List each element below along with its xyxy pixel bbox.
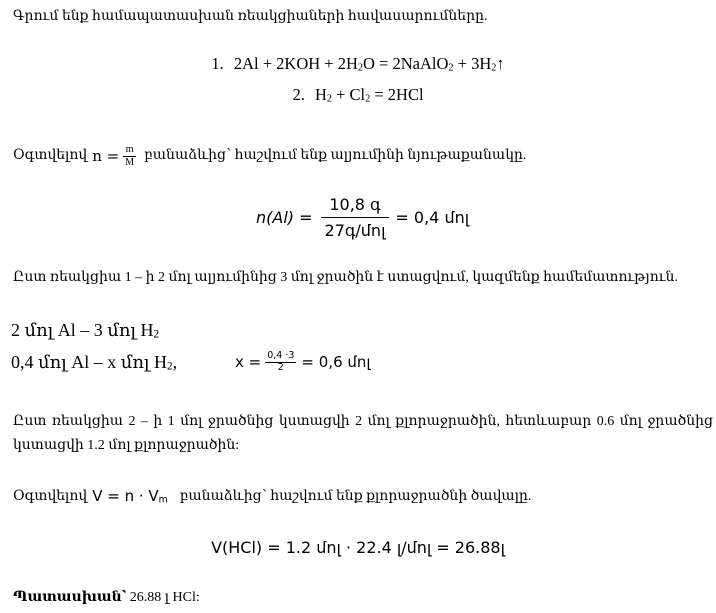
equation-1-naalo2-subscript: 2 (448, 62, 454, 74)
answer-label: Պատասխան՝ (13, 590, 127, 605)
proportion-row-2 (11, 353, 177, 373)
equation-2-plus-cl: + Cl (331, 85, 366, 104)
using-prefix-2: Օգտվելով (13, 489, 88, 504)
proportion-row-1 (11, 321, 159, 341)
using-suffix-2: բանաձևից՝ հաշվում ենք քլորաջրածնի ծավալը. (179, 489, 532, 504)
calc-volume-hcl: V(HCl) = 1.2 մոլ · 22.4 լ/մոլ = 26.88լ (211, 538, 505, 557)
equation-1-right: + 3H (453, 54, 492, 73)
using-prefix-1: Օգտվելով (13, 148, 88, 163)
paragraph-reaction-2: Ըստ ռեակցիա 2 – ի 1 մոլ ջրածնից կստացվի 2 մոլ քլորաջրածին, հետևաբար 0.6 մոլ ջրածնից կստացվի 1.2 մոլ քլորաջրածին: (13, 414, 713, 453)
using-suffix-1: բանաձևից՝ հաշվում ենք ալյումինի նյութաքանակը. (144, 148, 527, 163)
equation-2-result: = 2HCl (370, 85, 424, 104)
calc-x-result: = 0,6 մոլ (301, 352, 371, 371)
reaction-equation-2 (0, 87, 716, 105)
proportion-row-2-subscript: 2 (167, 360, 173, 373)
proportion-row-1-text: 2 մոլ Al – 3 մոլ H (11, 320, 154, 340)
calc-x-lhs: x = (235, 352, 262, 371)
equation-2-cl-subscript: 2 (365, 93, 371, 105)
reaction-equation-1 (0, 56, 716, 74)
fraction-denominator: M (125, 156, 135, 168)
using-formula-v (13, 484, 531, 510)
calc-n-rhs: = 0,4 մոլ (395, 208, 470, 227)
equation-1-middle: O = 2NaAlO (363, 54, 449, 73)
gas-arrow-icon: ↑ (496, 54, 505, 73)
fraction-numerator: m (123, 144, 136, 157)
equation-2-h: H (314, 85, 327, 104)
calc-x-denominator: 2 (277, 361, 284, 373)
proportion-row-2-text: 0,4 մոլ Al – x մոլ H (11, 352, 168, 372)
equation-2-h-subscript: 2 (326, 93, 332, 105)
formula-v-text (92, 489, 168, 505)
calc-n-denominator: 27գ/մոլ (324, 221, 386, 240)
paragraph-reaction-1: Ըստ ռեակցիա 1 – ի 2 մոլ ալյումինից 3 մոլ ջրածին է ստացվում, կազմենք համեմատություն. (13, 270, 678, 285)
equation-1-left: 2Al + 2KOH + 2H (233, 54, 358, 73)
calc-moles-al (256, 193, 469, 243)
formula-v-subscript: m (158, 494, 168, 506)
formula-v-main: V = n · V (92, 487, 159, 506)
proportion-row-2-comma: , (172, 352, 178, 372)
calc-n-lhs (256, 210, 313, 226)
equation-2-number: 2. (292, 85, 305, 104)
equation-1-h2o-subscript: 2 (357, 62, 364, 74)
equation-1-h2-subscript: 2 (491, 62, 497, 74)
formula-m-over-m-fraction (123, 144, 136, 168)
using-formula-n (13, 140, 526, 172)
calc-n-fraction (321, 196, 390, 241)
calc-x-fraction (265, 351, 296, 374)
intro-text: Գրում ենք համապատասխան ռեակցիաների հավասարումները. (13, 9, 488, 24)
calc-x-numerator: 0,4 ·3 (267, 349, 295, 361)
proportion-row-1-subscript: 2 (153, 328, 160, 341)
calc-n-text: n(Al) = (256, 208, 313, 227)
answer-value: 26.88 լ HCl: (126, 590, 200, 605)
calc-x (235, 345, 370, 379)
equation-1-number: 1. (211, 54, 224, 73)
answer-line (13, 591, 200, 605)
calc-n-numerator: 10,8 գ (321, 196, 390, 218)
formula-n-lhs: n = (92, 146, 120, 165)
